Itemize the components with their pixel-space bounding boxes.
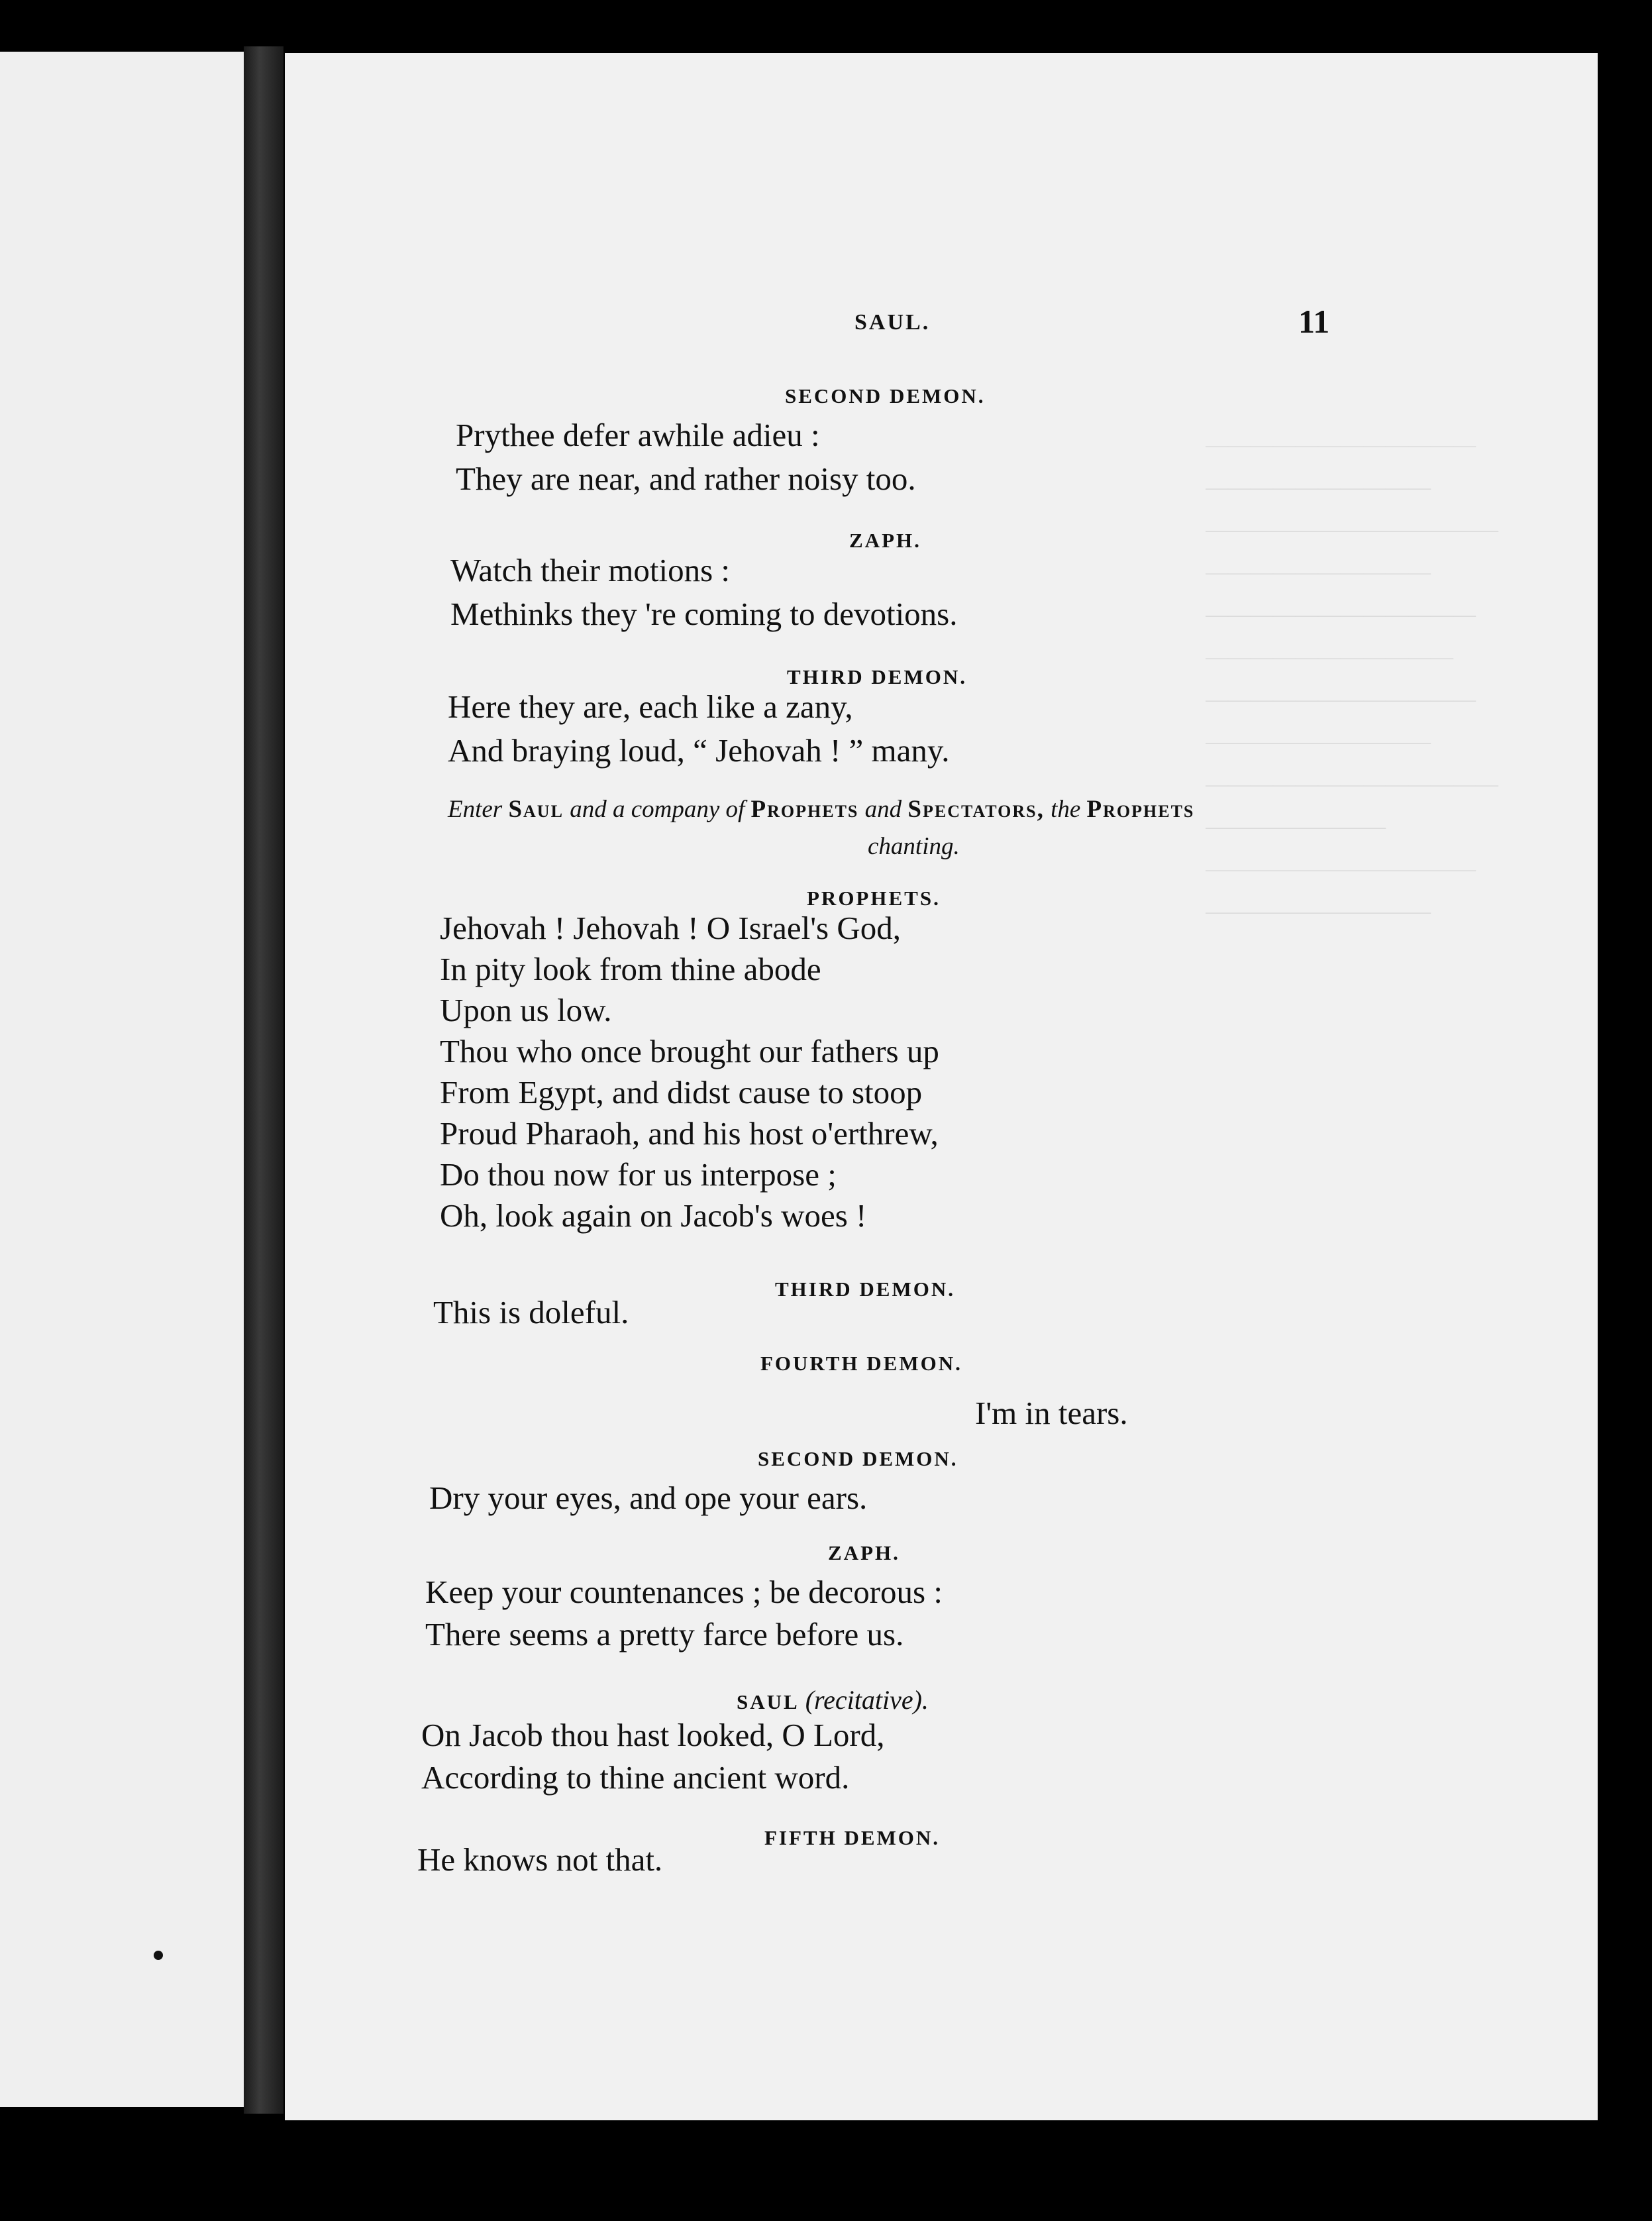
verse-line: Methinks they 're coming to devotions. [450, 596, 958, 632]
book-spine [244, 46, 284, 2114]
verse-line: Watch their motions : [450, 552, 731, 588]
running-head: SAUL. [854, 310, 931, 335]
verse-line: And braying loud, “ Jehovah ! ” many. [448, 732, 950, 769]
verse-line: Here they are, each like a zany, [448, 688, 853, 725]
speaker-name: FOURTH DEMON. [760, 1352, 962, 1375]
verse-line: He knows not that. [417, 1841, 663, 1878]
speaker-name: THIRD DEMON. [775, 1277, 955, 1301]
speaker-name: ZAPH. [849, 529, 921, 552]
speaker-name: ZAPH. [828, 1541, 900, 1564]
verse-line: In pity look from thine abode [440, 951, 821, 987]
verse-line: There seems a pretty farce before us. [425, 1616, 904, 1652]
stage-direction: Enter Saul and a company of Prophets and Spectators, the Prophets [448, 796, 1195, 823]
verse-line: From Egypt, and didst cause to stoop [440, 1074, 923, 1110]
verse-line: Upon us low. [440, 992, 612, 1028]
stage-direction-continued: chanting. [868, 833, 960, 860]
verse-line: According to thine ancient word. [421, 1759, 850, 1796]
speaker-name: PROPHETS. [807, 887, 941, 910]
verse-line: Do thou now for us interpose ; [440, 1156, 837, 1193]
book-page [285, 53, 1598, 2120]
verse-line: On Jacob thou hast looked, O Lord, [421, 1717, 885, 1753]
verse-line: Dry your eyes, and ope your ears. [429, 1480, 868, 1516]
show-through-text: ———————————— —————————— ————————————— —————————— ———————————— ——————————— ———————————— —————————— ————————————— ———————— ———————————— —————————— [1206, 433, 1498, 924]
verse-line: Thou who once brought our fathers up [440, 1033, 939, 1069]
speaker-name: THIRD DEMON. [787, 665, 967, 688]
verse-line: They are near, and rather noisy too. [456, 460, 916, 497]
verse-line: Proud Pharaoh, and his host o'erthrew, [440, 1115, 939, 1152]
speaker-name: FIFTH DEMON. [764, 1826, 941, 1849]
facing-page [0, 52, 244, 2107]
verse-line: Jehovah ! Jehovah ! O Israel's God, [440, 910, 902, 946]
verse-line: Oh, look again on Jacob's woes ! [440, 1197, 867, 1234]
speaker-name: SECOND DEMON. [785, 384, 986, 407]
speaker-name: SAUL (recitative). [737, 1685, 929, 1715]
ink-speck [154, 1951, 163, 1960]
speaker-name: SECOND DEMON. [758, 1447, 958, 1470]
verse-line: I'm in tears. [975, 1395, 1128, 1431]
verse-line: Keep your countenances ; be decorous : [425, 1574, 943, 1610]
verse-line: Prythee defer awhile adieu : [456, 417, 820, 453]
speaker-note: (recitative). [805, 1685, 929, 1715]
page-number: 11 [1298, 303, 1330, 340]
page-header [285, 303, 1598, 356]
verse-line: This is doleful. [433, 1294, 629, 1330]
